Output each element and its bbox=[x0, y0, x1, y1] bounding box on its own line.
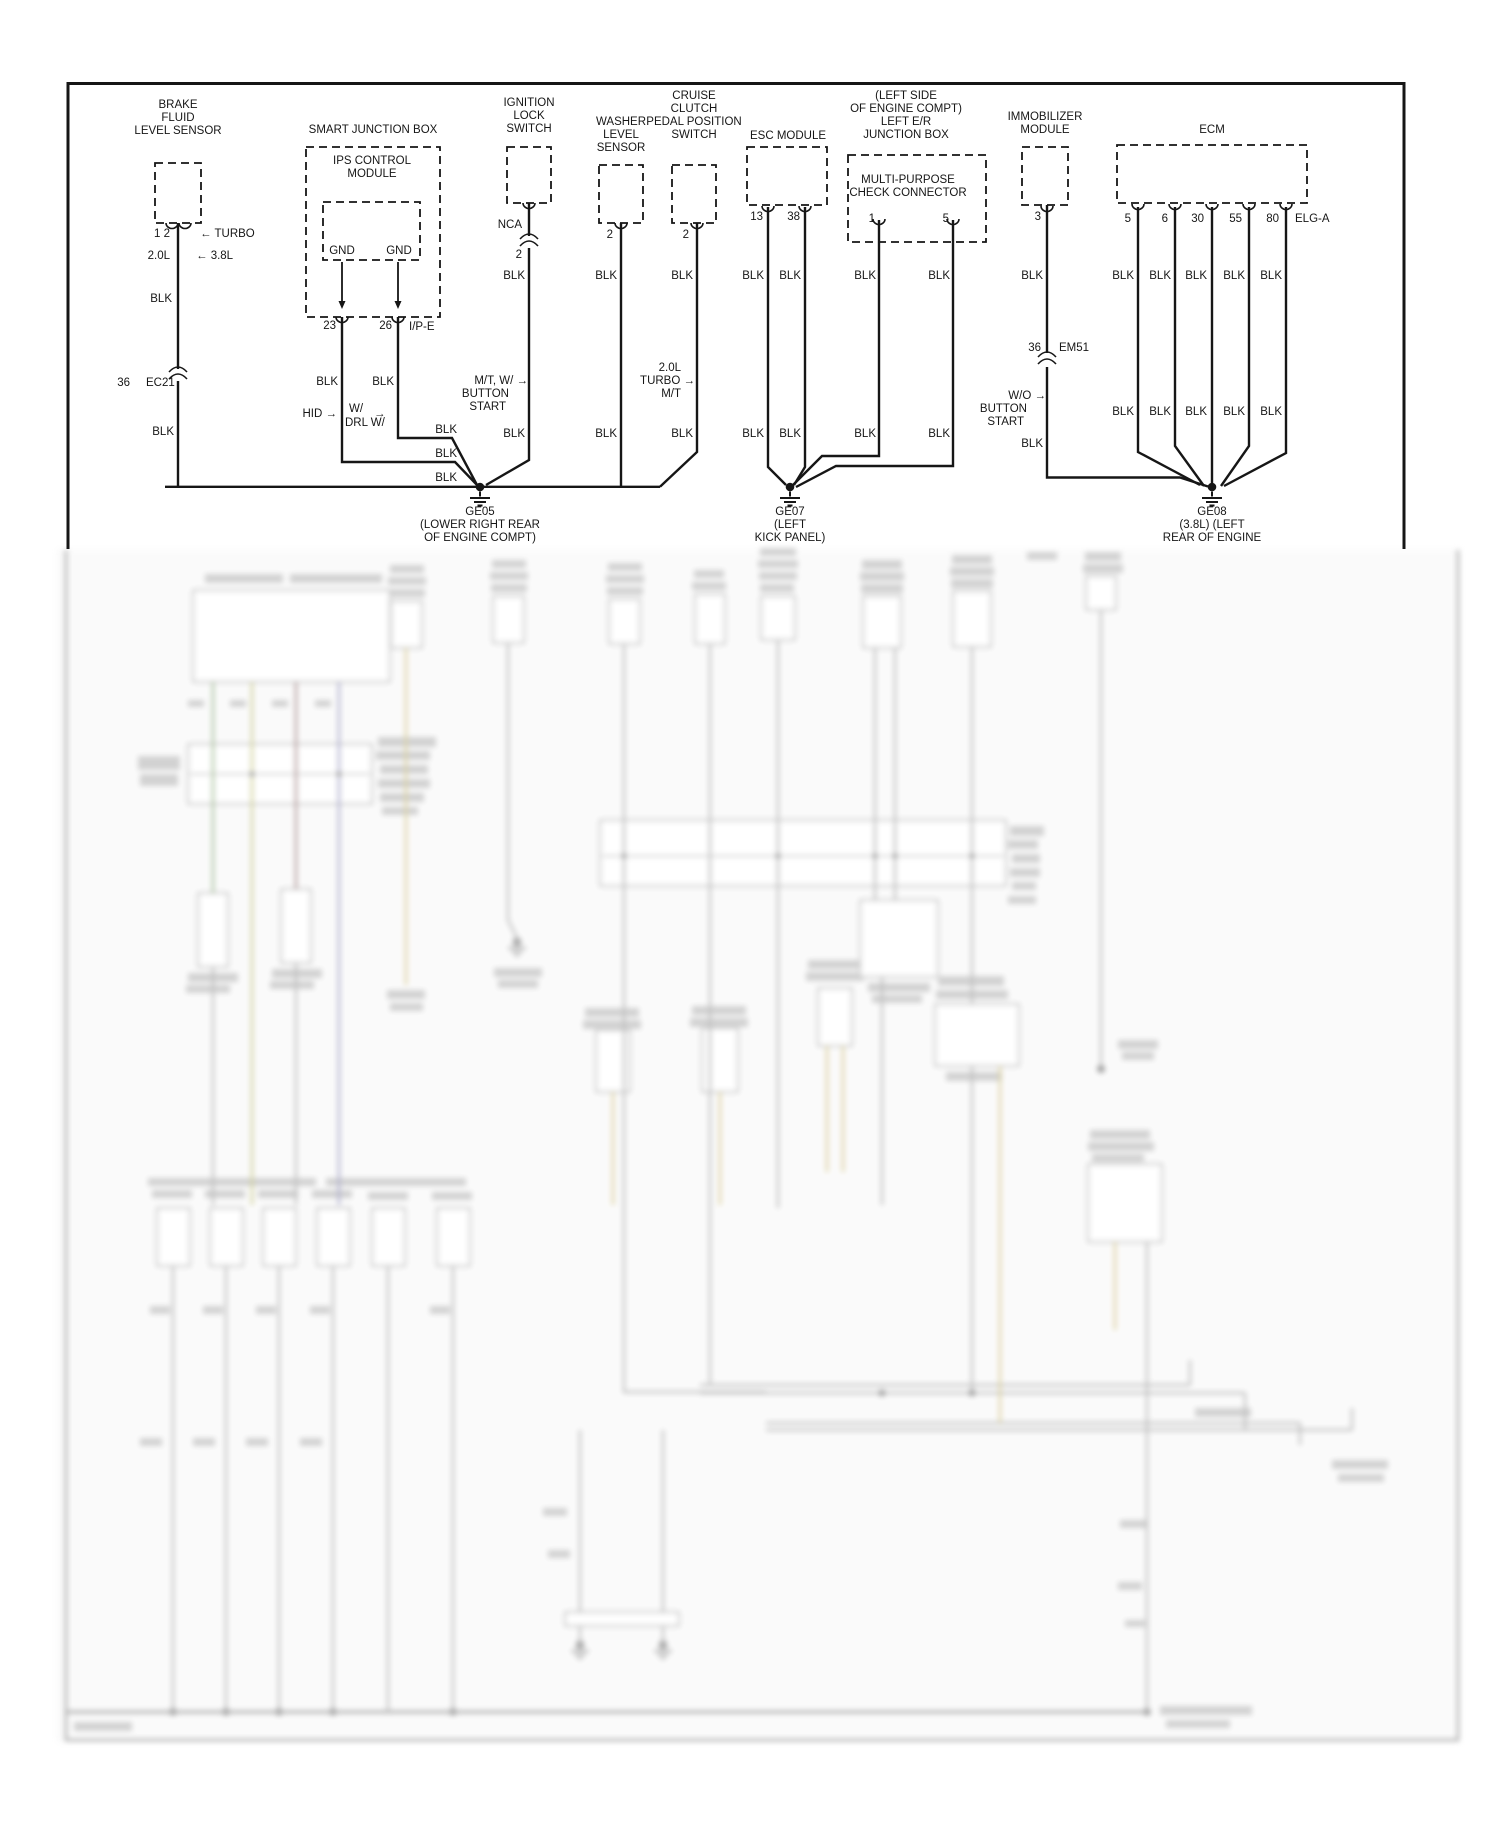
brake-sensor-title-line2: FLUID bbox=[161, 112, 195, 124]
wire-color-label: BLK bbox=[671, 428, 693, 440]
w-annotation: W/ bbox=[349, 403, 364, 415]
wire-esc-38 bbox=[794, 207, 805, 485]
ecm-pin-30: 30 bbox=[1191, 213, 1204, 225]
wire-color-label: BLK bbox=[1112, 406, 1134, 418]
brake-sensor-title-line1: BRAKE bbox=[158, 99, 198, 111]
gnd-arrow-lines bbox=[342, 262, 398, 301]
ec21-connector-label: EC21 bbox=[146, 377, 175, 389]
em51-pin-number: 36 bbox=[1028, 342, 1041, 354]
cruise-pin-2: 2 bbox=[682, 229, 689, 241]
turbo-mt-annotation-line1: 2.0L bbox=[658, 362, 681, 374]
immobilizer-pin-3: 3 bbox=[1034, 211, 1041, 223]
wire-color-label: BLK bbox=[595, 270, 617, 282]
ignition-title-line3: SWITCH bbox=[506, 123, 552, 135]
cruise-title-line2: CLUTCH bbox=[670, 103, 718, 115]
drl-annotation: DRL W/ bbox=[345, 417, 385, 429]
wire-color-label: BLK bbox=[854, 428, 876, 440]
wire-color-label: BLK bbox=[854, 270, 876, 282]
wire-color-label: BLK bbox=[742, 270, 764, 282]
ecm-pin-80: 80 bbox=[1266, 213, 1279, 225]
wire-mpc-5 bbox=[796, 220, 953, 487]
cruise-title-line4: SWITCH bbox=[671, 129, 717, 141]
wire-color-label: BLK bbox=[1260, 270, 1282, 282]
wire-color-label: BLK bbox=[435, 472, 457, 484]
sjb-pin-26: 26 bbox=[379, 320, 392, 332]
wo-button-start-line1: W/O → bbox=[1008, 390, 1046, 402]
wire-color-label: BLK bbox=[1149, 406, 1171, 418]
blurred-background bbox=[56, 549, 1460, 1742]
nca-label: NCA bbox=[497, 219, 522, 231]
ips-title-line2: MODULE bbox=[347, 168, 397, 180]
ge07-location-line1: (LEFT bbox=[774, 519, 806, 531]
erbox-title-line2: OF ENGINE COMPT) bbox=[850, 103, 962, 115]
wire-esc-13 bbox=[768, 207, 786, 485]
cruise-title-line3: PEDAL POSITION bbox=[646, 116, 742, 128]
ge05-label: GE05 bbox=[465, 506, 495, 518]
erbox-title-line3: LEFT E/R bbox=[880, 116, 932, 128]
brake-sensor-title-line3: LEVEL SENSOR bbox=[134, 125, 222, 137]
immobilizer-title-line1: IMMOBILIZER bbox=[1007, 111, 1083, 123]
wire-color-label: BLK bbox=[150, 293, 172, 305]
mt-button-start-line1: M/T, W/ → bbox=[474, 375, 528, 387]
erbox-title-line1: (LEFT SIDE bbox=[875, 90, 937, 102]
mt-button-start-line3: START bbox=[469, 401, 506, 413]
wire-color-label: BLK bbox=[1223, 406, 1245, 418]
elga-connector-label: ELG-A bbox=[1295, 213, 1330, 225]
ecm-pin-5: 5 bbox=[1124, 213, 1131, 225]
wire-color-label: BLK bbox=[1021, 438, 1043, 450]
em51-connector-label: EM51 bbox=[1059, 342, 1090, 354]
wire-color-label: BLK bbox=[671, 270, 693, 282]
washer-pin-2: 2 bbox=[606, 229, 613, 241]
wire-color-label: BLK bbox=[1185, 406, 1207, 418]
wire-sjb-23 bbox=[342, 317, 478, 486]
esc-pin-38: 38 bbox=[787, 211, 800, 223]
esc-pin-13: 13 bbox=[750, 211, 763, 223]
diagram-border bbox=[68, 84, 1404, 550]
wire-color-label: BLK bbox=[1021, 270, 1043, 282]
ignition-lock-switch-box bbox=[507, 147, 551, 203]
washer-title-line1: WASHER bbox=[595, 116, 647, 128]
sjb-pin-23: 23 bbox=[323, 320, 336, 332]
erbox-title-line4: JUNCTION BOX bbox=[863, 129, 949, 141]
esc-module-title: ESC MODULE bbox=[749, 130, 827, 142]
ignition-title-line1: IGNITION bbox=[503, 97, 555, 109]
wire-color-label: BLK bbox=[1260, 406, 1282, 418]
ignition-title-line2: LOCK bbox=[513, 110, 545, 122]
mpc-title-line2: CHECK CONNECTOR bbox=[849, 187, 967, 199]
ge05-location-line2: OF ENGINE COMPT) bbox=[424, 532, 536, 544]
turbo-mt-annotation-line2: TURBO → bbox=[640, 375, 695, 387]
immobilizer-module-box bbox=[1022, 147, 1068, 205]
wire-color-label: BLK bbox=[928, 270, 950, 282]
ecm-box bbox=[1117, 145, 1307, 203]
wire-color-label: BLK bbox=[595, 428, 617, 440]
sjb-title: SMART JUNCTION BOX bbox=[308, 124, 438, 136]
wo-button-start-line3: START bbox=[987, 416, 1024, 428]
wire-color-label: BLK bbox=[742, 428, 764, 440]
wire-ecm-55 bbox=[1221, 207, 1249, 486]
wire-color-label: BLK bbox=[779, 270, 801, 282]
wire-color-label: BLK bbox=[1112, 270, 1134, 282]
ips-title-line1: IPS CONTROL bbox=[333, 155, 411, 167]
wire-color-label: BLK bbox=[1223, 270, 1245, 282]
brake-38l-annotation: ← 3.8L bbox=[196, 250, 234, 262]
wire-color-label: BLK bbox=[152, 426, 174, 438]
wire-color-label: BLK bbox=[1185, 270, 1207, 282]
ecm-pin-55: 55 bbox=[1229, 213, 1242, 225]
ignition-pin-2: 2 bbox=[515, 249, 522, 261]
ecm-title: ECM bbox=[1199, 124, 1225, 136]
washer-title-line2: LEVEL bbox=[603, 129, 639, 141]
esc-module-box bbox=[747, 147, 827, 205]
wire-ecm-80 bbox=[1224, 207, 1286, 486]
wire-color-label: BLK bbox=[316, 376, 338, 388]
brake-turbo-annotation: ← TURBO bbox=[200, 228, 255, 240]
washer-level-sensor-box bbox=[599, 165, 643, 223]
ge05-location-line1: (LOWER RIGHT REAR bbox=[420, 519, 540, 531]
wire-color-label: BLK bbox=[779, 428, 801, 440]
wire-color-label: BLK bbox=[503, 428, 525, 440]
wire-color-label: BLK bbox=[372, 376, 394, 388]
sjb-ipe-label: I/P-E bbox=[409, 321, 435, 333]
wire-cruise bbox=[660, 223, 697, 487]
hid-annotation: HID → bbox=[302, 408, 337, 420]
ecm-pin-6: 6 bbox=[1161, 213, 1168, 225]
wire-color-label: BLK bbox=[1149, 270, 1171, 282]
cruise-title-line1: CRUISE bbox=[672, 90, 716, 102]
brake-fluid-sensor-box bbox=[155, 163, 201, 223]
pin-connector-arcs bbox=[166, 203, 1292, 323]
gnd-label-left: GND bbox=[329, 245, 355, 257]
brake-engine-annotation: 2.0L bbox=[147, 250, 170, 262]
wire-ecm-5 bbox=[1138, 207, 1200, 485]
wire-color-label: BLK bbox=[435, 424, 457, 436]
ge07-location-line2: KICK PANEL) bbox=[754, 532, 826, 544]
brake-pin-numbers: 1 2 bbox=[154, 228, 170, 240]
ge08-label: GE08 bbox=[1197, 506, 1227, 518]
component-boxes bbox=[155, 145, 1307, 317]
turbo-mt-annotation-line3: M/T bbox=[661, 388, 681, 400]
mpc-pin-5: 5 bbox=[942, 213, 949, 225]
mt-button-start-line2: BUTTON bbox=[461, 388, 509, 400]
cruise-clutch-switch-box bbox=[672, 165, 716, 223]
ge08-location-line1: (3.8L) (LEFT bbox=[1179, 519, 1245, 531]
drl-arrow: → bbox=[374, 408, 386, 420]
ec21-pin-number: 36 bbox=[117, 377, 130, 389]
wire-color-label: BLK bbox=[503, 270, 525, 282]
mpc-title-line1: MULTI-PURPOSE bbox=[861, 174, 955, 186]
ge07-label: GE07 bbox=[775, 506, 805, 518]
wire-ecm-6 bbox=[1175, 207, 1204, 486]
mpc-pin-1: 1 bbox=[868, 213, 875, 225]
washer-title-line3: SENSOR bbox=[596, 142, 646, 154]
wire-color-label: BLK bbox=[928, 428, 950, 440]
gnd-label-right: GND bbox=[386, 245, 412, 257]
immobilizer-title-line2: MODULE bbox=[1020, 124, 1070, 136]
ge08-location-line2: REAR OF ENGINE bbox=[1162, 532, 1262, 544]
inline-connector-symbols bbox=[169, 234, 1056, 379]
wire-color-label: BLK bbox=[435, 448, 457, 460]
gnd-arrowheads bbox=[339, 301, 402, 309]
wire-ignition bbox=[486, 203, 529, 485]
wo-button-start-line2: BUTTON bbox=[979, 403, 1027, 415]
